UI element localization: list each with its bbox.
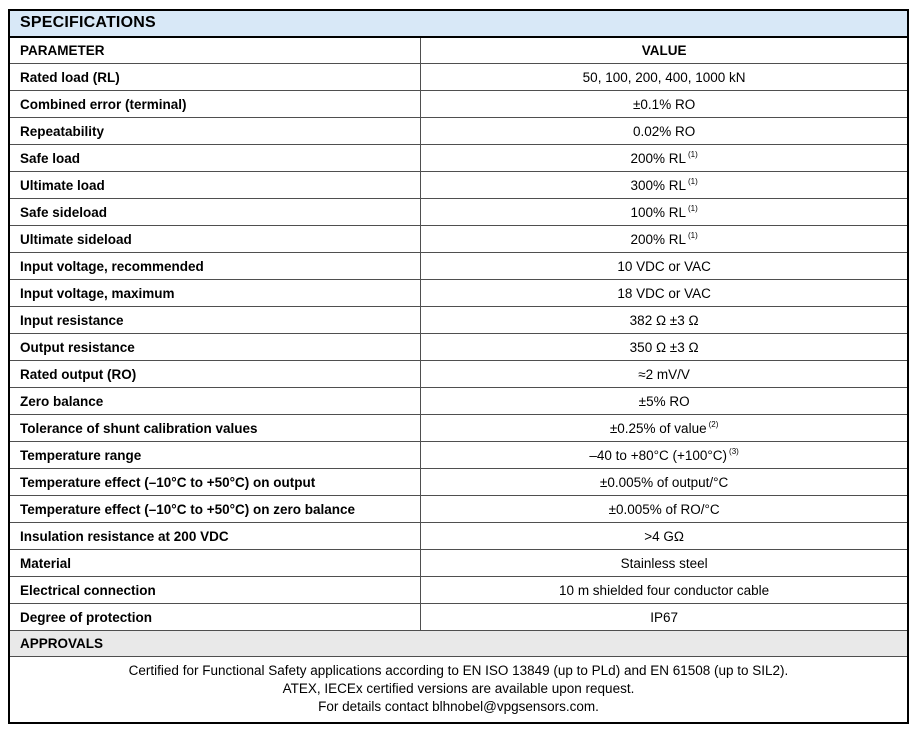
parameter-cell: Rated load (RL) bbox=[9, 64, 421, 91]
table-row bbox=[9, 226, 908, 253]
specifications-table bbox=[8, 9, 909, 724]
value-text: ±0.005% of output/°C bbox=[599, 474, 729, 490]
value-text: 18 VDC or VAC bbox=[617, 285, 711, 301]
parameter-cell: Material bbox=[9, 550, 421, 577]
table-row bbox=[9, 442, 908, 469]
table-row bbox=[9, 388, 908, 415]
value-cell bbox=[421, 253, 908, 280]
parameter-cell: Temperature effect (–10°C to +50°C) on zero balance bbox=[9, 496, 421, 523]
parameter-cell: Input resistance bbox=[9, 307, 421, 334]
value-text: 382 Ω ±3 Ω bbox=[629, 312, 699, 328]
table-row bbox=[9, 361, 908, 388]
value-text: ≈2 mV/V bbox=[638, 366, 690, 382]
table-row bbox=[9, 199, 908, 226]
parameter-cell: Insulation resistance at 200 VDC bbox=[9, 523, 421, 550]
parameter-cell: Temperature effect (–10°C to +50°C) on output bbox=[9, 469, 421, 496]
value-cell bbox=[421, 226, 908, 253]
parameter-cell: Ultimate load bbox=[9, 172, 421, 199]
specifications-title-row bbox=[9, 10, 908, 37]
parameter-cell: Input voltage, recommended bbox=[9, 253, 421, 280]
table-row bbox=[9, 334, 908, 361]
parameter-cell: Combined error (terminal) bbox=[9, 91, 421, 118]
value-cell bbox=[421, 64, 908, 91]
value-text: ±0.1% RO bbox=[633, 96, 696, 112]
parameter-cell: Input voltage, maximum bbox=[9, 280, 421, 307]
approvals-notes-row bbox=[9, 657, 908, 724]
value-text: 0.02% RO bbox=[632, 123, 696, 139]
table-row bbox=[9, 550, 908, 577]
value-cell bbox=[421, 118, 908, 145]
table-row bbox=[9, 91, 908, 118]
column-header-row bbox=[9, 37, 908, 64]
parameter-cell: Temperature range bbox=[9, 442, 421, 469]
value-cell bbox=[421, 604, 908, 631]
value-cell bbox=[421, 361, 908, 388]
value-text: IP67 bbox=[650, 609, 678, 625]
parameter-cell: Repeatability bbox=[9, 118, 421, 145]
footnote-marker: (1) bbox=[688, 177, 698, 186]
table-row bbox=[9, 145, 908, 172]
column-header-parameter: PARAMETER bbox=[9, 37, 421, 64]
value-cell bbox=[421, 334, 908, 361]
approvals-note-line: Certified for Functional Safety applications according to EN ISO 13849 (up to PLd) and EN 61508 (up to SIL2). bbox=[128, 663, 789, 678]
approvals-notes bbox=[9, 657, 908, 724]
value-cell bbox=[421, 91, 908, 118]
value-cell bbox=[421, 442, 908, 469]
value-text: 10 m shielded four conductor cable bbox=[559, 582, 770, 598]
parameter-cell: Zero balance bbox=[9, 388, 421, 415]
value-cell bbox=[421, 307, 908, 334]
footnote-marker: (2) bbox=[708, 420, 719, 429]
parameter-cell: Safe load bbox=[9, 145, 421, 172]
table-row bbox=[9, 253, 908, 280]
value-cell bbox=[421, 577, 908, 604]
value-text: 10 VDC or VAC bbox=[617, 258, 711, 274]
value-text: 350 Ω ±3 Ω bbox=[629, 339, 699, 355]
approvals-title-row bbox=[9, 631, 908, 657]
table-row bbox=[9, 280, 908, 307]
value-cell bbox=[421, 280, 908, 307]
table-row bbox=[9, 118, 908, 145]
parameter-cell: Degree of protection bbox=[9, 604, 421, 631]
parameter-cell: Electrical connection bbox=[9, 577, 421, 604]
value-cell bbox=[421, 496, 908, 523]
parameter-cell: Tolerance of shunt calibration values bbox=[9, 415, 421, 442]
column-header-value: VALUE bbox=[421, 37, 908, 64]
value-cell bbox=[421, 388, 908, 415]
value-cell bbox=[421, 415, 908, 442]
value-cell bbox=[421, 172, 908, 199]
approvals-note-line: ATEX, IECEx certified versions are available upon request. bbox=[282, 681, 635, 696]
specifications-header: SPECIFICATIONS bbox=[9, 10, 908, 37]
value-cell bbox=[421, 550, 908, 577]
value-text: –40 to +80°C (+100°C) bbox=[589, 447, 728, 463]
table-row bbox=[9, 172, 908, 199]
value-text: 100% RL bbox=[630, 204, 686, 220]
table-row bbox=[9, 307, 908, 334]
value-text: ±0.25% of value bbox=[609, 420, 707, 436]
table-row bbox=[9, 64, 908, 91]
table-row bbox=[9, 415, 908, 442]
parameter-cell: Rated output (RO) bbox=[9, 361, 421, 388]
approvals-note-line: For details contact blhnobel@vpgsensors.com. bbox=[318, 699, 599, 714]
table-row bbox=[9, 496, 908, 523]
value-text: Stainless steel bbox=[620, 555, 708, 571]
value-text: 200% RL bbox=[630, 231, 686, 247]
table-row bbox=[9, 604, 908, 631]
value-text: >4 GΩ bbox=[644, 528, 684, 544]
value-cell bbox=[421, 523, 908, 550]
parameter-cell: Safe sideload bbox=[9, 199, 421, 226]
table-row bbox=[9, 469, 908, 496]
value-text: 300% RL bbox=[630, 177, 686, 193]
footnote-marker: (1) bbox=[688, 150, 698, 159]
value-cell bbox=[421, 469, 908, 496]
table-row bbox=[9, 577, 908, 604]
approvals-header: APPROVALS bbox=[9, 631, 908, 657]
value-text: 50, 100, 200, 400, 1000 kN bbox=[582, 69, 746, 85]
footnote-marker: (1) bbox=[688, 204, 698, 213]
footnote-marker: (3) bbox=[729, 447, 739, 456]
value-text: ±0.005% of RO/°C bbox=[608, 501, 720, 517]
value-cell bbox=[421, 199, 908, 226]
parameter-cell: Ultimate sideload bbox=[9, 226, 421, 253]
footnote-marker: (1) bbox=[688, 231, 698, 240]
value-cell bbox=[421, 145, 908, 172]
parameter-cell: Output resistance bbox=[9, 334, 421, 361]
table-row bbox=[9, 523, 908, 550]
value-text: ±5% RO bbox=[638, 393, 690, 409]
value-text: 200% RL bbox=[630, 150, 686, 166]
